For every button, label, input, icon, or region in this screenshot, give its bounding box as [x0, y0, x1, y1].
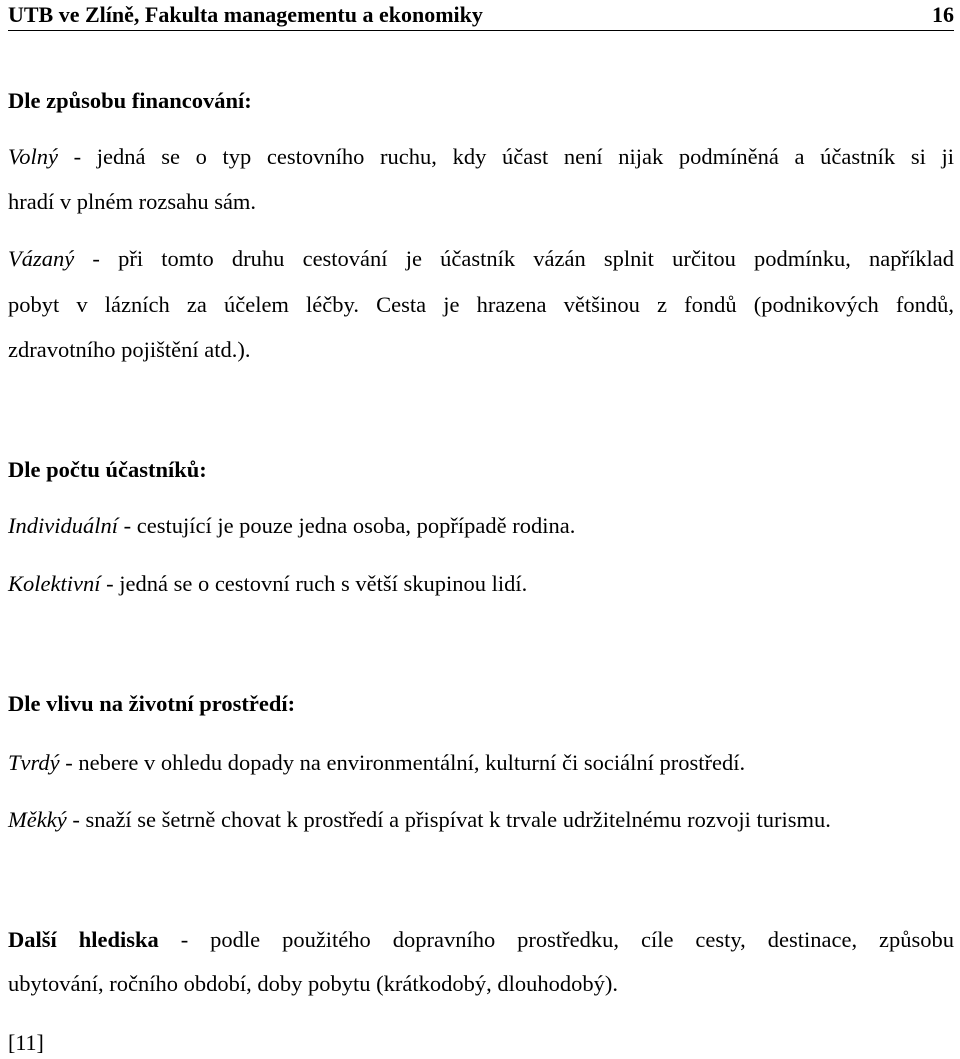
vazany-text-1: - při tomto druhu cestování je účastník vázán splnit určitou podmínku, například: [74, 246, 954, 271]
other-text-1: - podle použitého dopravního prostředku, cíle cesty, destinace, způsobu: [158, 927, 955, 952]
soft-term: Měkký: [8, 807, 67, 832]
vazany-text-2: pobyt v lázních za účelem léčby. Cesta je hrazena většinou z fondů (podnikových fondů,: [8, 292, 954, 317]
volny-text-1: - jedná se o typ cestovního ruchu, kdy účast není nijak podmíněná a účastník si ji: [58, 144, 954, 169]
page-number: 16: [932, 2, 954, 27]
header-title: UTB ve Zlíně, Fakulta managementu a ekonomiky: [8, 2, 483, 27]
collective-term: Kolektivní: [8, 571, 101, 596]
volny-paragraph-line1: [8, 145, 954, 169]
hard-text: - nebere v ohledu dopady na environmentální, kulturní či sociální prostředí.: [59, 750, 746, 775]
volny-term: Volný: [8, 144, 58, 169]
citation: [11]: [8, 1030, 44, 1055]
volny-text-2: hradí v plném rozsahu sám.: [8, 189, 257, 214]
collective-line: [8, 572, 527, 596]
vazany-text-3: zdravotního pojištění atd.).: [8, 337, 251, 362]
soft-line: [8, 808, 831, 832]
hard-line: [8, 751, 745, 775]
soft-text: - snaží se šetrně chovat k prostředí a přispívat k trvale udržitelnému rozvoji turismu.: [66, 807, 831, 832]
hard-term: Tvrdý: [8, 750, 60, 775]
document-page: [8, 0, 954, 1059]
page-header: [8, 0, 954, 31]
individual-text: - cestující je pouze jedna osoba, popřípadě rodina.: [117, 513, 576, 538]
individual-term: Individuální: [8, 513, 118, 538]
other-line1: [8, 928, 954, 952]
collective-text: - jedná se o cestovní ruch s větší skupinou lidí.: [100, 571, 528, 596]
individual-line: [8, 514, 575, 538]
other-text-2: ubytování, ročního období, doby pobytu (krátkodobý, dlouhodobý).: [8, 971, 618, 996]
environment-heading: Dle vlivu na životní prostředí:: [8, 691, 296, 716]
participants-heading: Dle počtu účastníků:: [8, 457, 207, 482]
other-term: Další hlediska: [8, 927, 159, 952]
vazany-term: Vázaný: [8, 246, 75, 271]
vazany-paragraph-line1: [8, 247, 954, 271]
financing-heading: Dle způsobu financování:: [8, 88, 252, 113]
